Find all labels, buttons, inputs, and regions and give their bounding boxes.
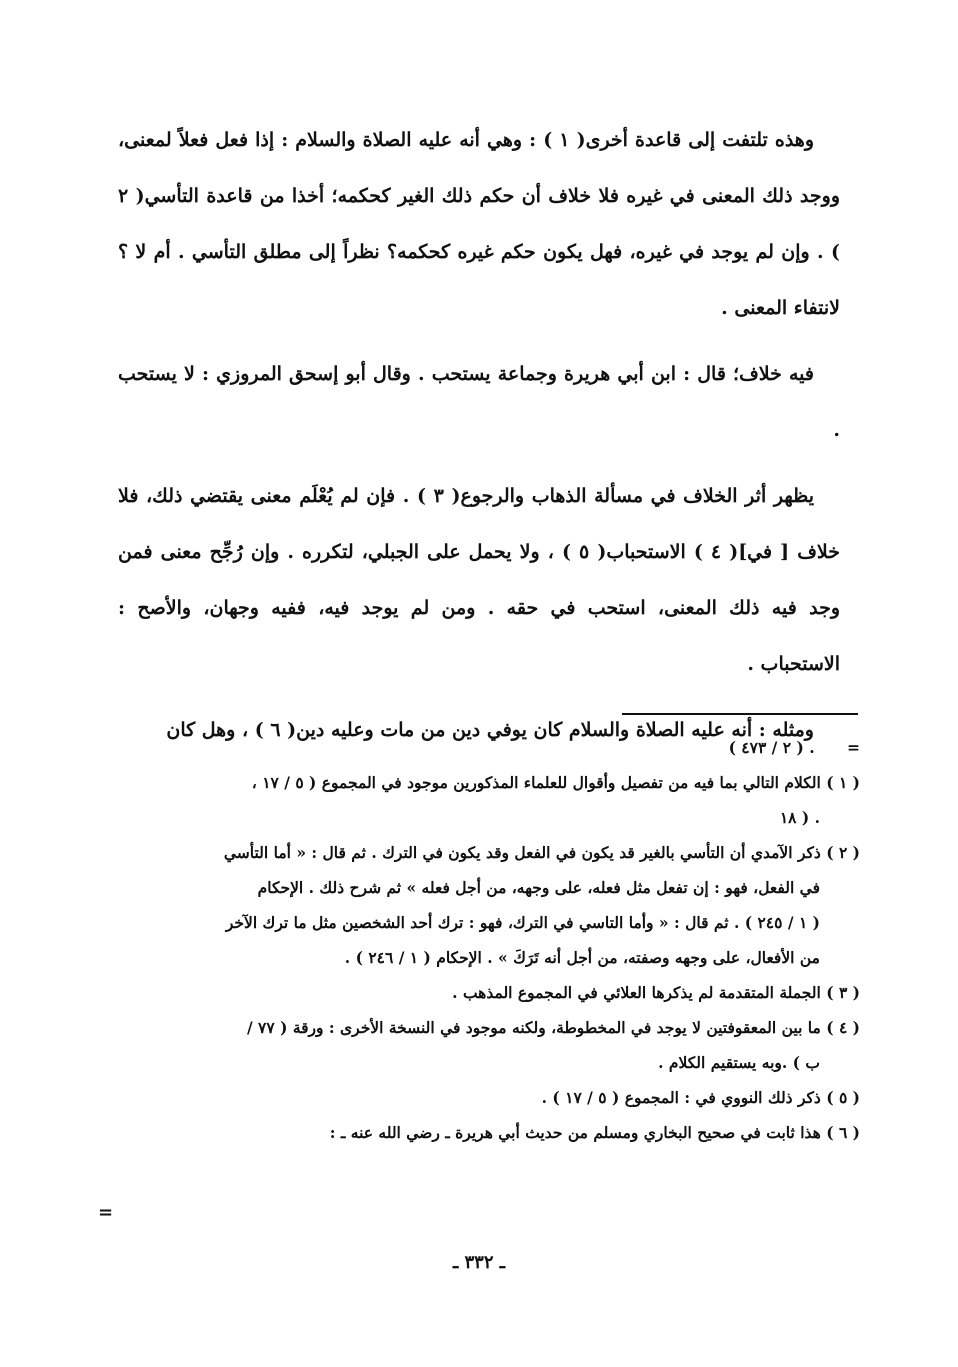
footnotes	[116, 730, 860, 1150]
text-line: ومثله : أنه عليه الصلاة والسلام كان يوفي دين من مات وعليه دين( ٦ ) ، وهل كان	[166, 719, 814, 741]
footnote-text: . ( ١٨	[779, 808, 820, 827]
footnote-2-continued	[116, 870, 860, 905]
text-line: مطلق التأسي . أم لا ؟ لانتفاء المعنى .	[118, 241, 840, 319]
text-line: قاعدة التأسي( ٢ ) . وإن لم يوجد في غيره، فهل يكون حكم غيره كحكمه؟ نظراً إلى	[118, 185, 840, 263]
footnote-4-continued	[116, 1045, 860, 1080]
text-line: يظهر أثر الخلاف في مسألة الذهاب والرجوع( ٣ ) . فإن لم يُعْلَم معنى يقتضي	[190, 485, 814, 507]
footnote-2-continued	[116, 905, 860, 940]
footnote-text: ( ٣ ) الجملة المتقدمة لم يذكرها العلائي في المجموع المذهب .	[452, 983, 860, 1002]
footnote-text: من الأفعال، على وجهه وصفته، من أجل أنه تَرَكَ » . الإحكام ( ١ / ٢٤٦ ) .	[344, 948, 820, 967]
footnote-text: ( ٤ ) ما بين المعقوفتين لا يوجد في المخطوطة، ولكنه موجود في النسخة الأخرى : ورقة ( ٧٧ /	[246, 1018, 860, 1037]
footnote-text: ب ) .وبه يستقيم الكلام .	[658, 1053, 820, 1072]
footnote-continuation	[116, 730, 860, 765]
footnote-2-continued	[116, 940, 860, 975]
text-line: فيه خلاف؛ قال : ابن أبي هريرة وجماعة يستحب . وقال أبو إسحق المروزي : لا	[184, 363, 814, 385]
text-line: رُجِّح معنى فمن وجد فيه ذلك المعنى، استحب في حقه . ومن لم يوجد فيه، ففيه	[118, 541, 840, 619]
footnote-text: في الفعل، فهو : إن تفعل مثل فعله، على وجهه، من أجل فعله » ثم شرح ذلك . الإحكام	[257, 878, 820, 897]
paragraph-2	[118, 346, 840, 458]
main-text	[118, 112, 840, 770]
footnote-1	[116, 765, 860, 800]
text-line: وجهان، والأصح : الاستحباب .	[118, 597, 840, 675]
footnote-text: ( ١ ) الكلام التالي بما فيه من تفصيل وأقوال للعلماء المذكورين موجود في المجموع ( ٥ / ١٧ ،	[251, 773, 860, 792]
footnote-text: ( ١ / ٢٤٥ ) . ثم قال : « وأما التاسي في الترك، فهو : ترك أحد الشخصين مثل ما ترك الآخر	[225, 913, 820, 932]
paragraph-3	[118, 468, 840, 692]
footnote-4	[116, 1010, 860, 1045]
page-number: ـ ٣٣٢ ـ	[452, 1252, 506, 1273]
footnote-5	[116, 1080, 860, 1115]
footnote-2	[116, 835, 860, 870]
continuation-text: . ( ٢ / ٤٧٣ )	[728, 738, 815, 757]
footnote-separator	[622, 713, 858, 715]
footnote-text: ( ٥ ) ذكر ذلك النووي في : المجموع ( ٥ / ١٧ ) .	[541, 1088, 860, 1107]
text-line: لمعنى، ووجد ذلك المعنى في غيره فلا خلاف أن حكم ذلك الغير كحكمه؛ أخذا من	[118, 129, 840, 207]
footnote-6	[116, 1115, 860, 1150]
text-line: وهذه تلتفت إلى قاعدة أخرى( ١ ) : وهي أنه عليه الصلاة والسلام : إذا فعل فعلاً	[178, 129, 815, 151]
footnote-3	[116, 975, 860, 1010]
continuation-mark: =	[847, 738, 860, 757]
text-line: يستحب .	[118, 363, 840, 441]
footnote-text: ( ٢ ) ذكر الآمدي أن التأسي بالغير قد يكون في الفعل وقد يكون في الترك . ثم قال : « أما التأسي	[223, 843, 860, 862]
footnote-text: ( ٦ ) هذا ثابت في صحيح البخاري ومسلم من حديث أبي هريرة ـ رضي الله عنه ـ :	[329, 1123, 860, 1142]
footnote-1-continued	[116, 800, 860, 835]
text-line: ذلك، فلا خلاف [ في]( ٤ ) الاستحباب( ٥ ) ، ولا يحمل على الجبلي، لتكرره . وإن	[118, 485, 841, 563]
continuation-end-mark: =	[98, 1202, 114, 1223]
paragraph-1	[118, 112, 840, 336]
